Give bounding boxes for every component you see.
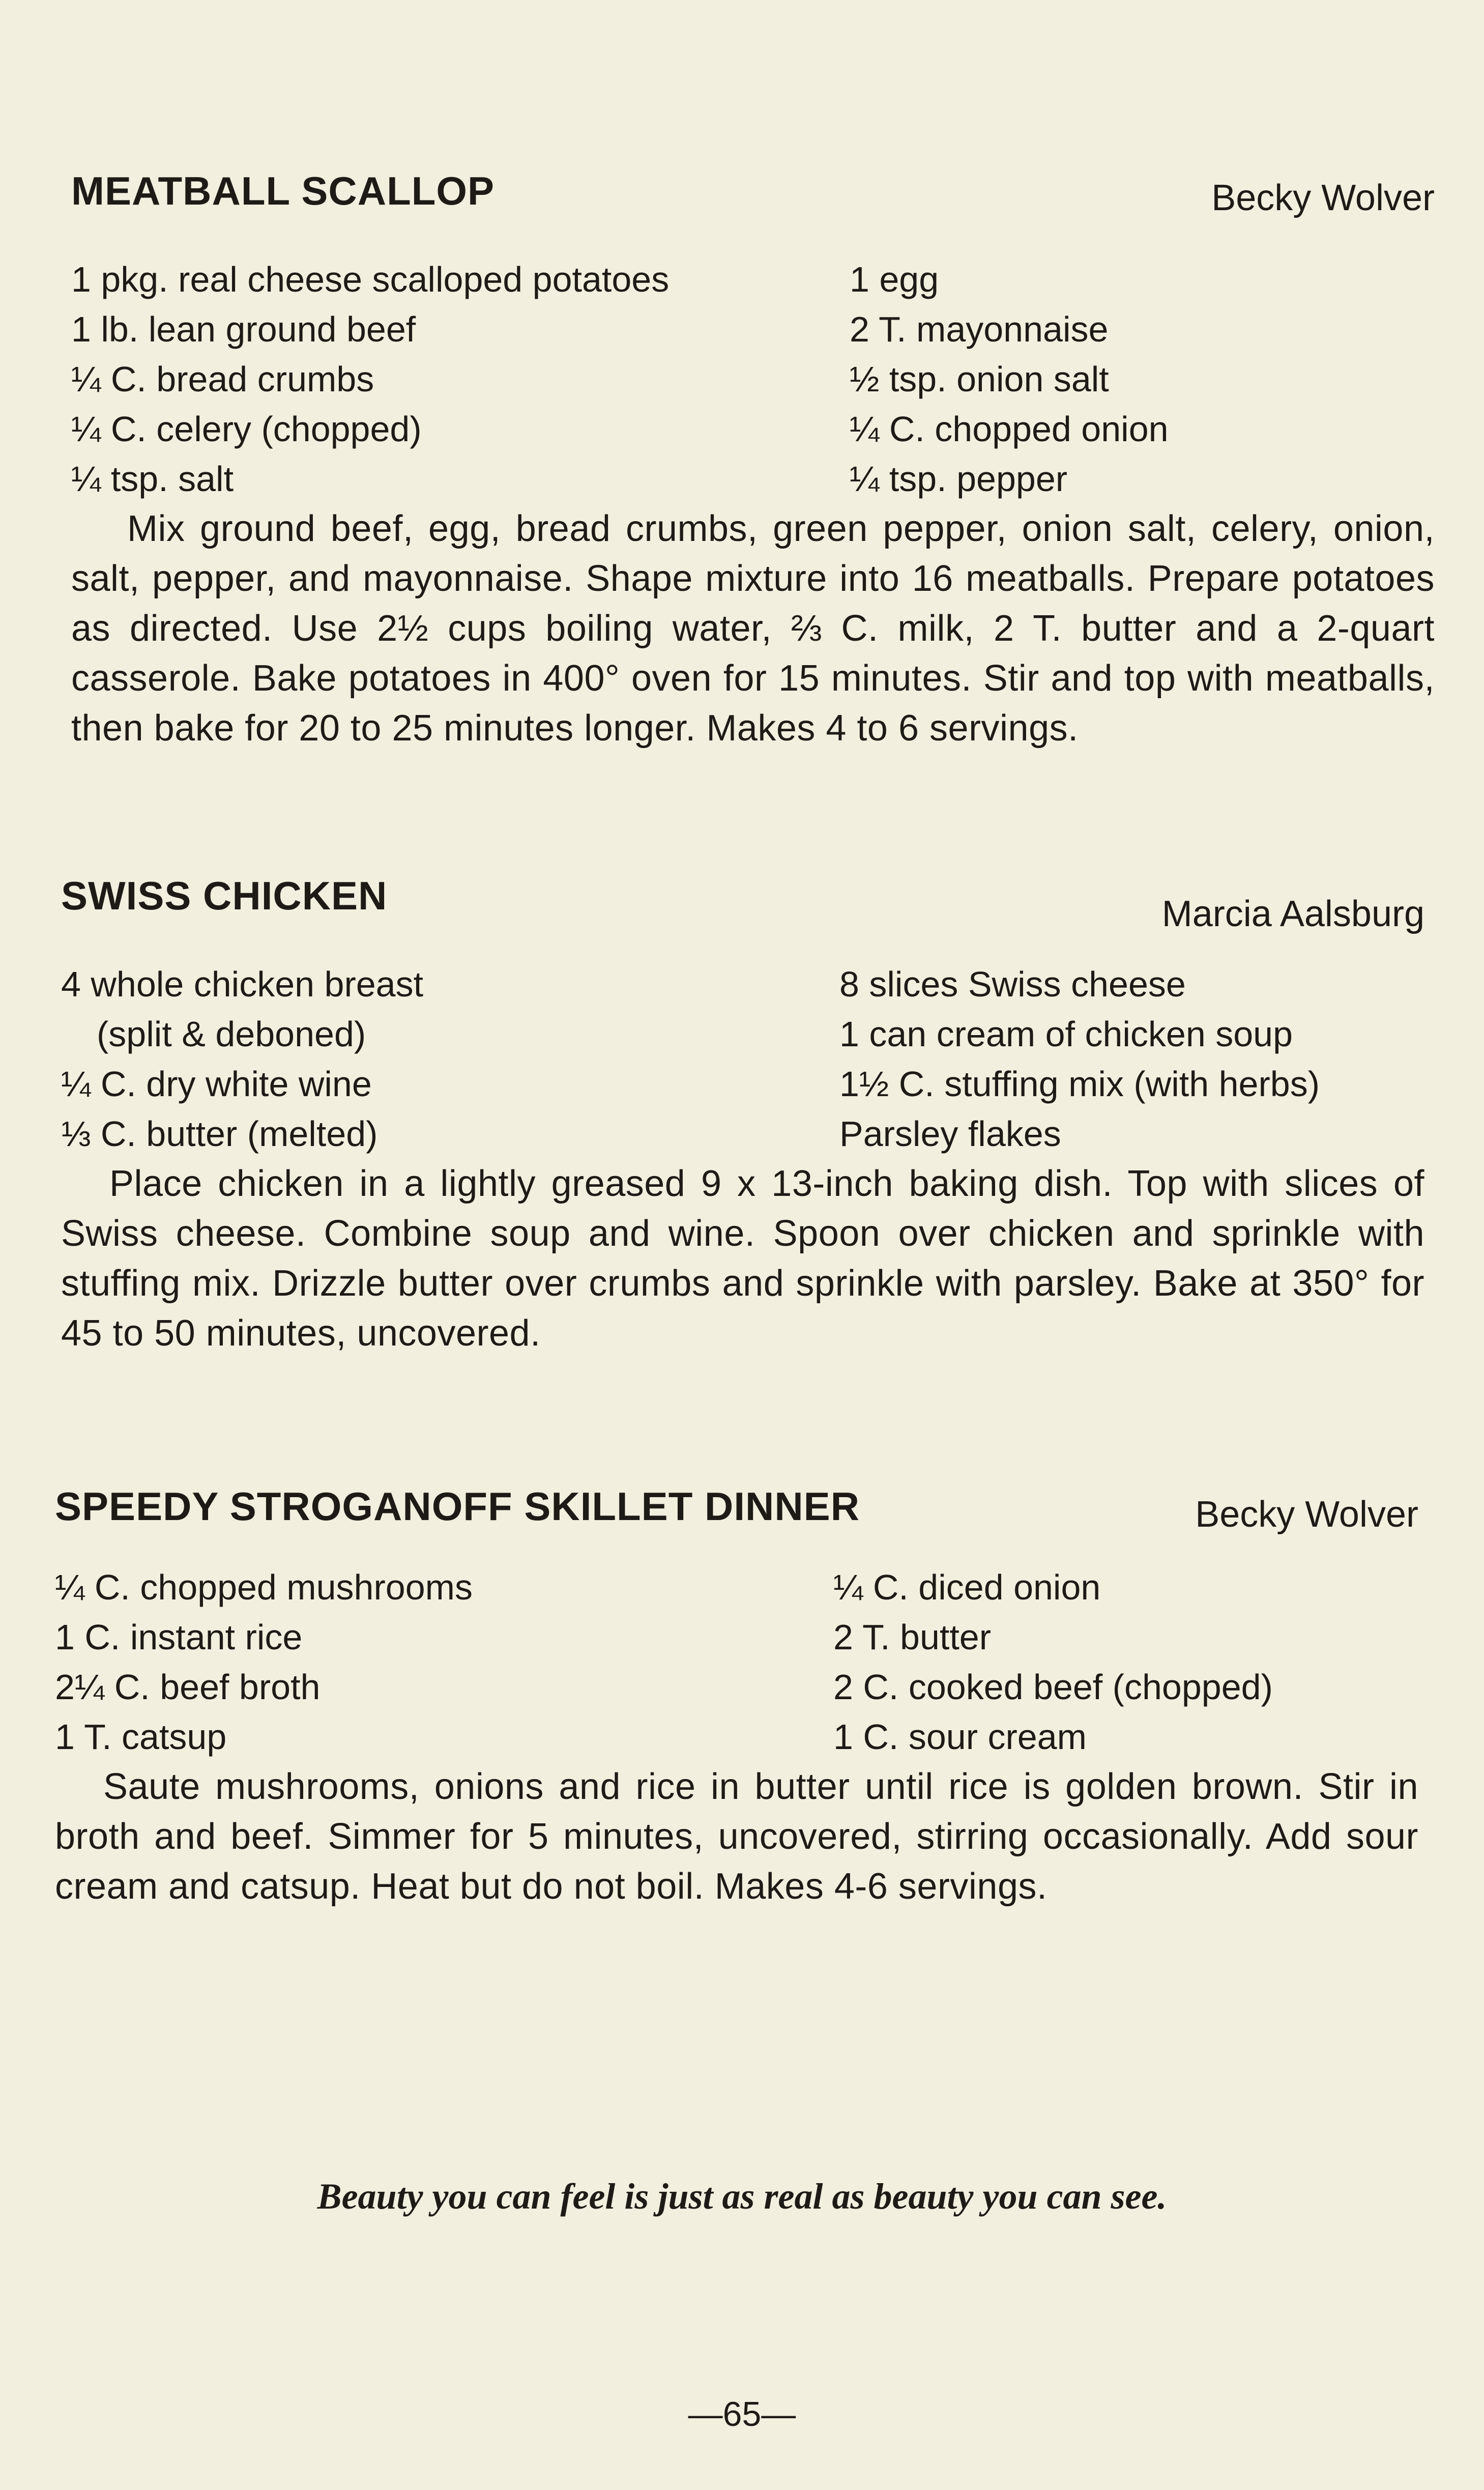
recipe-author: Becky Wolver <box>1211 178 1435 218</box>
ingredient-item: 8 slices Swiss cheese <box>839 964 1186 1004</box>
ingredient-list <box>55 1562 1418 1762</box>
ingredient-item: ½ tsp. onion salt <box>850 359 1109 399</box>
ingredient-item: ¼ C. celery (chopped) <box>71 409 422 449</box>
ingredient-list <box>71 254 1435 504</box>
page-number: —65— <box>688 2395 796 2434</box>
ingredient-item: 1 egg <box>850 260 939 299</box>
ingredient-item: 1 C. sour cream <box>833 1717 1087 1757</box>
ingredient-item: ¼ C. bread crumbs <box>71 359 374 399</box>
recipe-author: Becky Wolver <box>1195 1494 1418 1535</box>
recipe-speedy-stroganoff <box>55 1483 1418 1911</box>
ingredient-item: ¼ C. chopped onion <box>850 409 1169 449</box>
ingredient-list <box>61 959 1424 1159</box>
ingredient-item: ¼ tsp. pepper <box>850 459 1068 499</box>
ingredient-item: (split & deboned) <box>97 1014 366 1054</box>
ingredient-item: 1 pkg. real cheese scalloped potatoes <box>71 260 670 299</box>
ingredient-column-right <box>839 959 1424 1159</box>
ingredient-item: 4 whole chicken breast <box>61 964 424 1004</box>
ingredient-item: 2 T. mayonnaise <box>850 309 1109 349</box>
recipe-title: SWISS CHICKEN <box>61 873 388 918</box>
page-quote: Beauty you can feel is just as real as beauty you can see. <box>317 2176 1167 2217</box>
ingredient-item: ¼ C. diced onion <box>833 1567 1101 1607</box>
recipe-author: Marcia Aalsburg <box>1161 894 1424 934</box>
recipe-method: Place chicken in a lightly greased 9 x 13-inch baking dish. Top with slices of Swiss cheese. Combine soup and wine. Spoon over chicken and sprinkle with stuffing mix. Drizzle butter over crumbs and sprinkle with parsley. Bake at 350° for 45 to 50 minutes, uncovered. <box>61 1163 1424 1354</box>
ingredient-item: 1 C. instant rice <box>55 1617 303 1657</box>
ingredient-item: Parsley flakes <box>839 1114 1061 1154</box>
ingredient-item: ¼ C. dry white wine <box>61 1064 372 1104</box>
ingredient-column-left <box>61 959 839 1159</box>
recipe-title: SPEEDY STROGANOFF SKILLET DINNER <box>55 1484 860 1529</box>
ingredient-item: 2¼ C. beef broth <box>55 1667 321 1707</box>
ingredient-item: ¼ C. chopped mushrooms <box>55 1567 473 1607</box>
ingredient-item: 2 T. butter <box>833 1617 992 1657</box>
ingredient-item: 1½ C. stuffing mix (with herbs) <box>839 1064 1320 1104</box>
recipe-swiss-chicken <box>61 873 1424 1358</box>
ingredient-item: 1 can cream of chicken soup <box>839 1014 1293 1054</box>
ingredient-item: 1 lb. lean ground beef <box>71 309 416 349</box>
ingredient-column-left <box>71 254 850 504</box>
ingredient-column-right <box>850 254 1435 504</box>
recipe-method: Mix ground beef, egg, bread crumbs, green pepper, onion salt, celery, onion, salt, pepper, and mayonnaise. Shape mixture into 16 meatballs. Prepare potatoes as directed. Use 2½ cups boiling water, ⅔ C. milk, 2 T. butter and a 2-quart casserole. Bake potatoes in 400° oven for 15 minutes. Stir and top with meatballs, then bake for 20 to 25 minutes longer. Makes 4 to 6 servings. <box>71 508 1435 749</box>
recipe-method: Saute mushrooms, onions and rice in butter until rice is golden brown. Stir in broth and beef. Simmer for 5 minutes, uncovered, stirring occasionally. Add sour cream and catsup. Heat but do not boil. Makes 4-6 servings. <box>55 1766 1418 1907</box>
recipe-meatball-scallop <box>71 168 1435 753</box>
ingredient-item: ¼ tsp. salt <box>71 459 234 499</box>
ingredient-item: 1 T. catsup <box>55 1717 227 1757</box>
recipe-title: MEATBALL SCALLOP <box>71 168 495 213</box>
ingredient-item: 2 C. cooked beef (chopped) <box>833 1667 1273 1707</box>
ingredient-column-left <box>55 1562 833 1762</box>
ingredient-item: ⅓ C. butter (melted) <box>61 1114 378 1154</box>
ingredient-column-right <box>833 1562 1418 1762</box>
